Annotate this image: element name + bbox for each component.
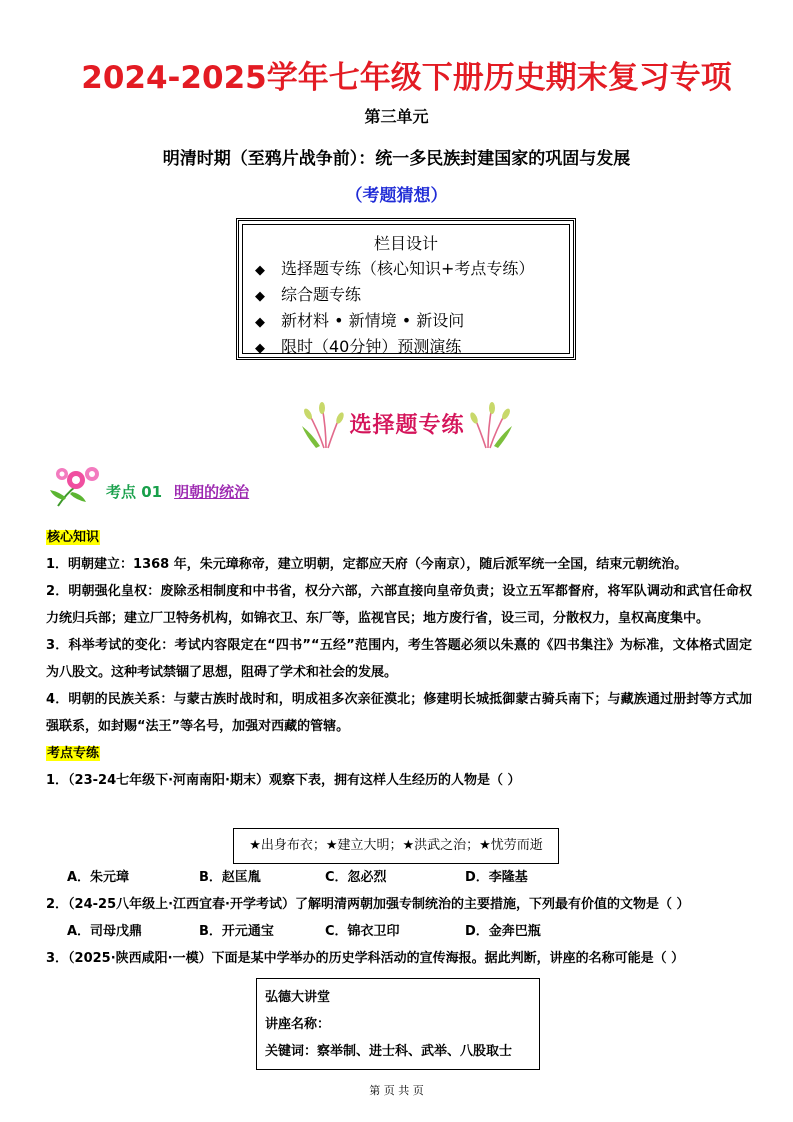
- guess-heading: （考题猜想）: [345, 186, 448, 206]
- list-item: ◆ 综合题专练: [255, 283, 534, 309]
- option-d: D．李隆基: [465, 870, 528, 885]
- question-1-stem: 1．（23-24七年级下·河南南阳·期末）观察下表，拥有这样人生经历的人物是（ ）: [46, 773, 521, 788]
- core-knowledge-label: 核心知识: [47, 530, 100, 545]
- page-title: 2024-2025学年七年级下册历史期末复习专项: [81, 60, 732, 96]
- question-2-stem: 2．（24-25八年级上·江西宜春·开学考试）了解明清两朝加强专制统治的主要措施，下列最有价值的文物是（ ）: [46, 897, 690, 912]
- poster-line: 弘德大讲堂: [265, 990, 331, 1005]
- option-b: B．开元通宝: [199, 924, 274, 939]
- page-subtitle: 明清时期（至鸦片战争前）：统一多民族封建国家的巩固与发展: [162, 149, 631, 169]
- list-item: ◆ 新材料 • 新情境 • 新设问: [255, 309, 534, 335]
- column-design-title: 栏目设计: [373, 234, 438, 253]
- question-1-table: ★出身布衣；★建立大明；★洪武之治；★忧劳而逝: [233, 828, 559, 864]
- option-c: C．忽必烈: [325, 870, 387, 885]
- diamond-bullet-icon: ◆: [255, 341, 265, 356]
- core-point: 3．科举考试的变化：考试内容限定在“四书”“五经”范围内，考生答题必须以朱熹的《四书集注》为标准，文体格式固定为八股文。这种考试禁锢了思想，阻碍了学术和社会的发展。: [46, 638, 752, 680]
- option-b: B．赵匡胤: [199, 870, 261, 885]
- core-knowledge-section: [46, 524, 752, 794]
- core-point: 4．明朝的民族关系：与蒙古族时战时和，明成祖多次亲征漠北；修建明长城抵御蒙古骑兵南下；与藏族通过册封等方式加强联系，如封赐“法王”等名号，加强对西藏的管辖。: [46, 692, 752, 734]
- option-d: D．金奔巴瓶: [465, 924, 541, 939]
- core-point: 2．明朝强化皇权：废除丞相制度和中书省，权分六部，六部直接向皇帝负责；设立五军都督府，将军队调动和武官任命权力统归兵部；建立厂卫特务机构，如锦衣卫、东厂等，监视官民；地方废行省，设三司，分散权力，皇权高度集中。: [46, 584, 752, 626]
- option-a: A．朱元璋: [67, 870, 130, 885]
- poster-line: 关键词：察举制、进士科、武举、八股取士: [265, 1044, 513, 1059]
- kaodian-heading: [48, 478, 448, 518]
- flower-icon: [48, 464, 106, 508]
- banner-title: 选择题专练: [349, 413, 465, 438]
- question-2: [46, 891, 752, 972]
- kaodian-topic: 明朝的统治: [174, 483, 250, 501]
- section-banner: [296, 400, 518, 452]
- unit-heading: 第三单元: [364, 107, 429, 126]
- practice-label: 考点专练: [47, 746, 100, 761]
- question-3-stem: 3．（2025·陕西咸阳·一模）下面是某中学举办的历史学科活动的宣传海报。据此判断，讲座的名称可能是（ ）: [46, 951, 685, 966]
- core-point: 1．明朝建立：1368 年，朱元璋称帝，建立明朝，定都应天府（今南京），随后派军统一全国，结束元朝统治。: [46, 557, 688, 572]
- question-3-poster: [256, 978, 540, 1070]
- question-1-options: [46, 864, 752, 891]
- poster-line: 讲座名称：: [265, 1017, 331, 1032]
- diamond-bullet-icon: ◆: [255, 263, 265, 278]
- list-item: ◆ 选择题专练（核心知识+考点专练）: [255, 257, 534, 283]
- diamond-bullet-icon: ◆: [255, 315, 265, 330]
- column-design-box: [236, 218, 576, 360]
- diamond-bullet-icon: ◆: [255, 289, 265, 304]
- option-c: C．锦衣卫印: [325, 924, 400, 939]
- page-footer: 第 页 共 页: [369, 1084, 424, 1097]
- column-design-list: [255, 257, 534, 361]
- option-a: A．司母戊鼎: [67, 924, 143, 939]
- kaodian-label: 考点 01 明朝的统治: [106, 483, 250, 501]
- list-item: ◆ 限时（40分钟）预测演练: [255, 335, 534, 361]
